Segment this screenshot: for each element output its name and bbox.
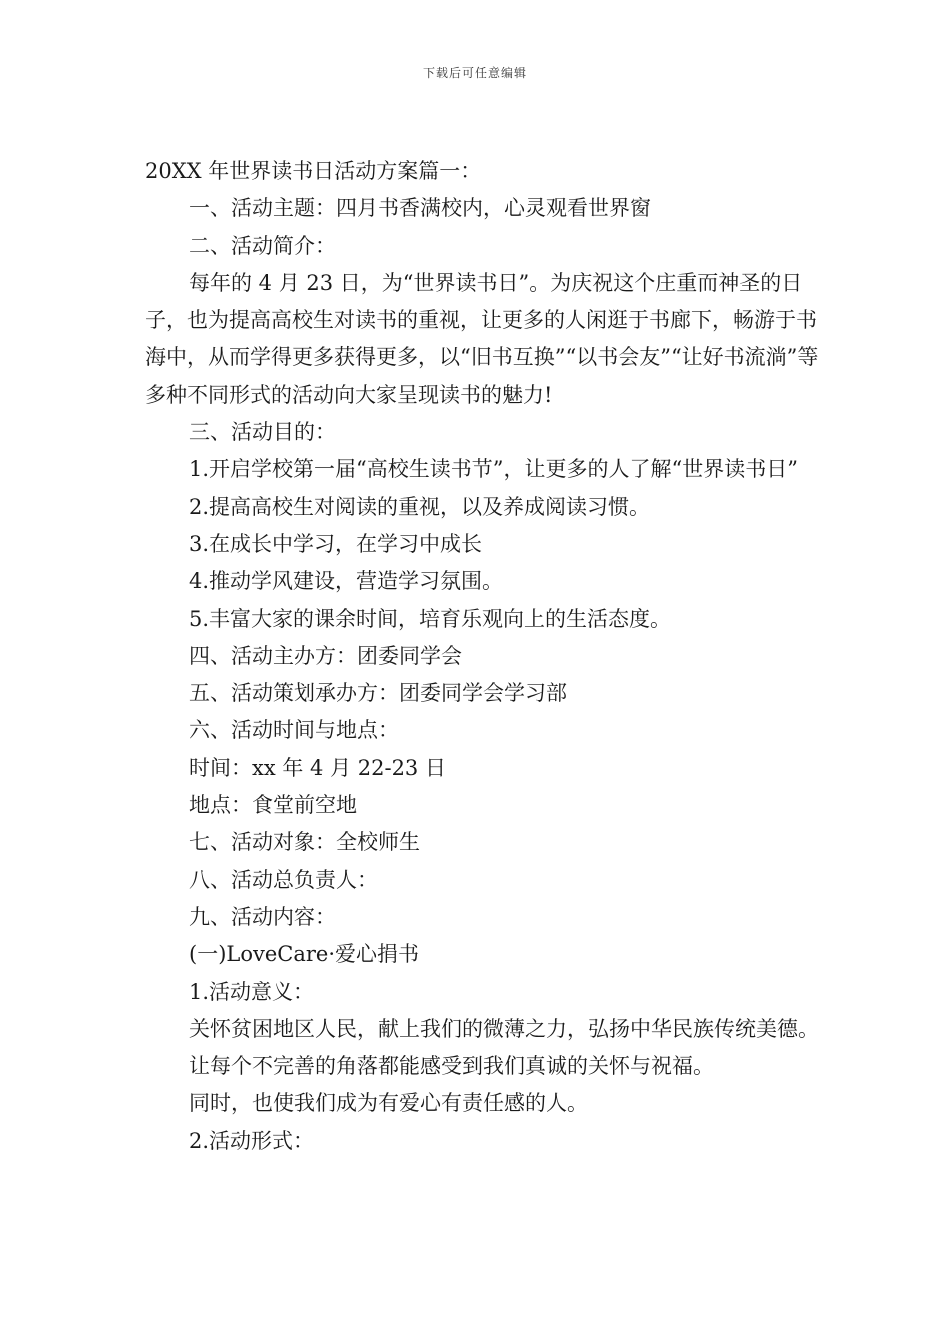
paragraph: 让每个不完善的角落都能感受到我们真诚的关怀与祝福。 xyxy=(189,1054,714,1079)
paragraph: 1.活动意义： xyxy=(189,979,315,1004)
paragraph: 2.提高高校生对阅读的重视，以及养成阅读习惯。 xyxy=(189,494,651,519)
page-header: 下载后可任意编辑 xyxy=(422,66,527,80)
document-title: 20XX 年世界读书日活动方案篇一： xyxy=(145,159,482,183)
paragraph: 每年的 4 月 23 日，为“世界读书日”。为庆祝这个庄重而神圣的日子，也为提高高校生对读书的重视，让更多的人闲逛于书廊下，畅游于书海中，从而学得更多获得更多，以“旧书互换”“以书会友”“让好书流淌”等多种不同形式的活动向大家呈现读书的魅力! xyxy=(145,270,819,407)
paragraph: 五、活动策划承办方：团委同学会学习部 xyxy=(189,681,567,706)
paragraph: 2.活动形式： xyxy=(189,1128,315,1153)
document-body xyxy=(145,153,825,1160)
paragraph: 5.丰富大家的课余时间，培育乐观向上的生活态度。 xyxy=(189,606,672,631)
paragraph: 1.开启学校第一届“高校生读书节”，让更多的人了解“世界读书日” xyxy=(189,457,798,482)
paragraph: 关怀贫困地区人民，献上我们的微薄之力，弘扬中华民族传统美德。 xyxy=(189,1016,819,1041)
paragraph: 同时，也使我们成为有爱心有责任感的人。 xyxy=(189,1091,588,1116)
paragraph: 八、活动总负责人： xyxy=(189,867,378,892)
paragraph: (一)LoveCare·爱心捐书 xyxy=(189,942,419,967)
paragraph: 四、活动主办方：团委同学会 xyxy=(189,643,462,668)
paragraph: 一、活动主题：四月书香满校内，心灵观看世界窗 xyxy=(189,196,651,221)
paragraph: 3.在成长中学习，在学习中成长 xyxy=(189,531,483,556)
paragraph: 地点：食堂前空地 xyxy=(189,793,357,818)
paragraph: 六、活动时间与地点： xyxy=(189,718,399,743)
paragraph: 时间：xx 年 4 月 22-23 日 xyxy=(189,755,446,780)
paragraph: 九、活动内容： xyxy=(189,904,336,929)
paragraph: 二、活动简介： xyxy=(189,233,336,258)
paragraph: 4.推动学风建设，营造学习氛围。 xyxy=(189,569,504,594)
paragraph: 三、活动目的： xyxy=(189,420,336,445)
paragraph: 七、活动对象：全校师生 xyxy=(189,830,420,855)
